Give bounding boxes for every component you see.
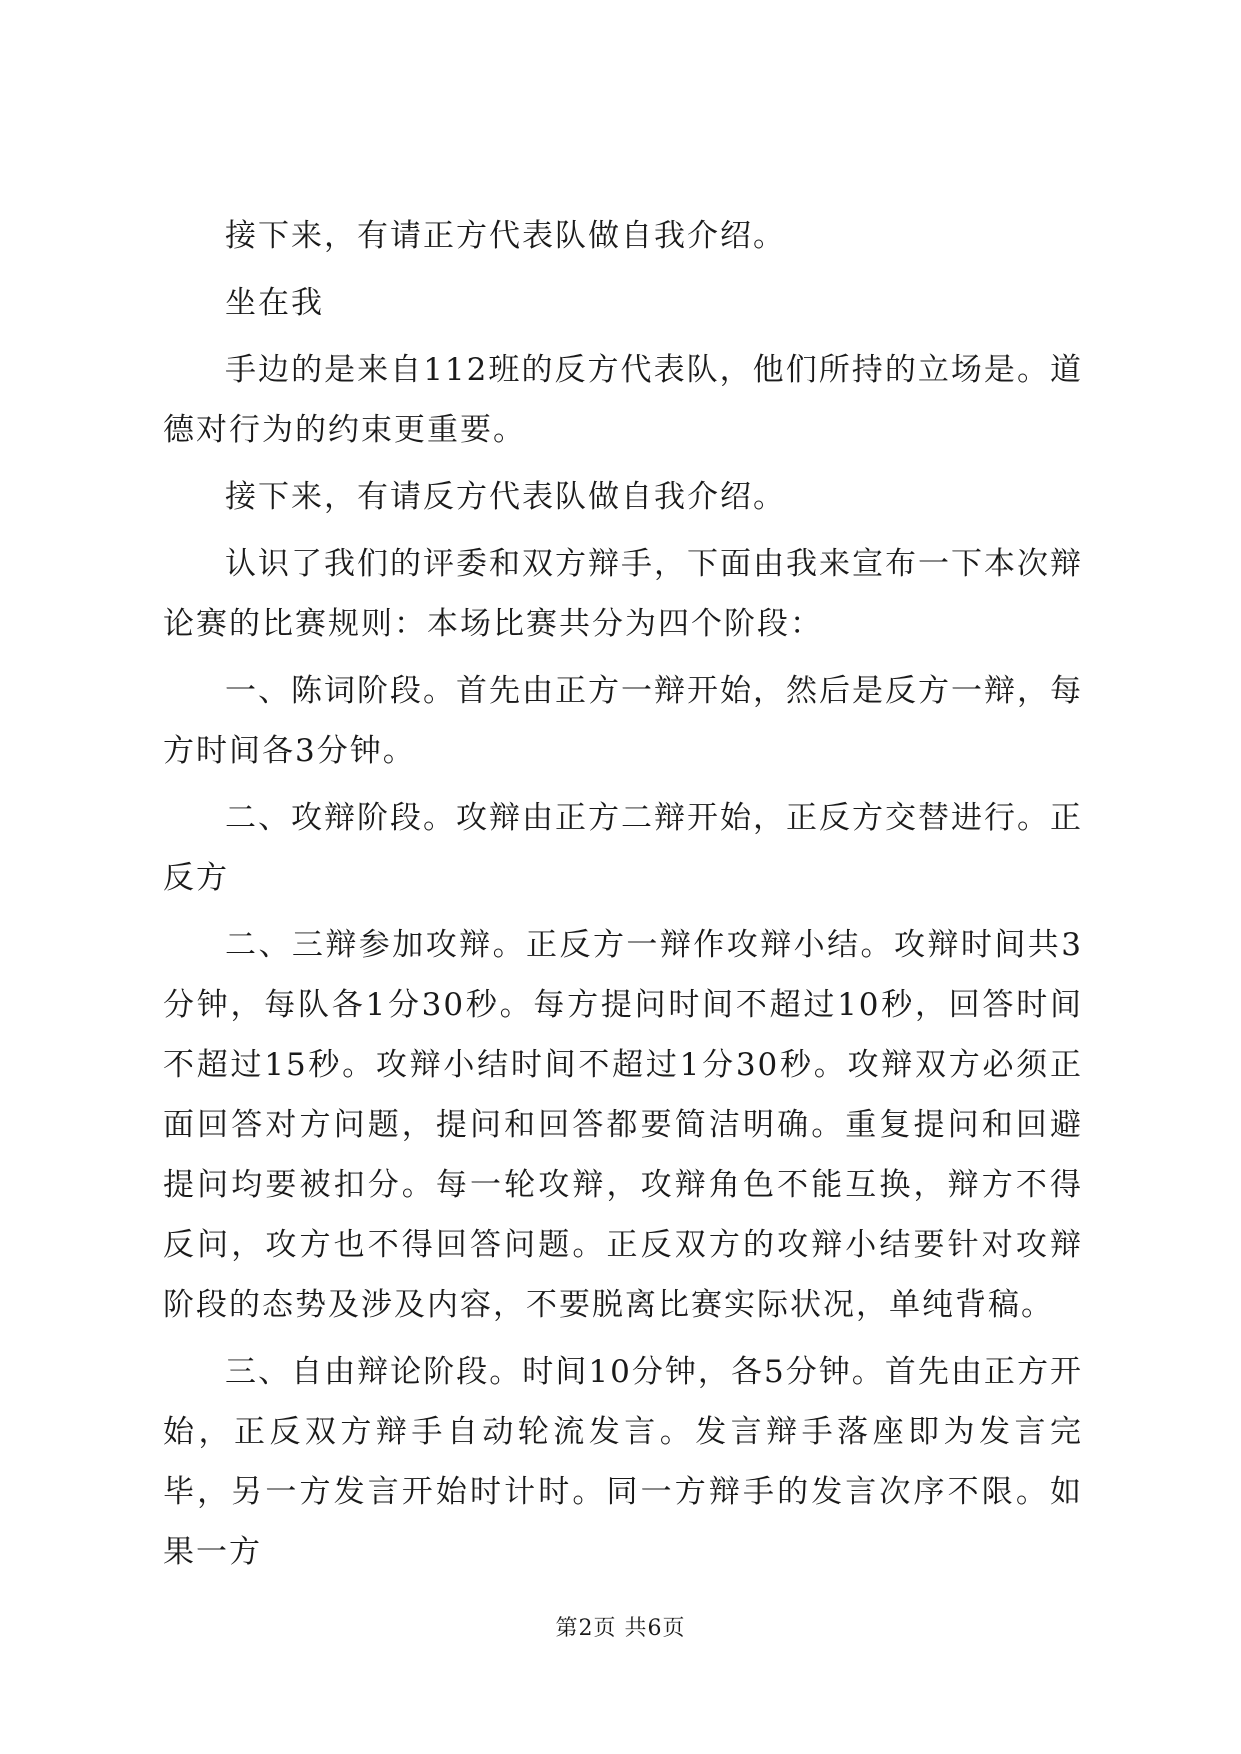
paragraph-invite-affirmative: 接下来，有请正方代表队做自我介绍。	[225, 218, 786, 254]
paragraph-negative-team: 手边的是来自112班的反方代表队，他们所持的立场是。道德对行为的约束更重要。	[163, 352, 1083, 448]
paragraph-sitting: 坐在我	[225, 285, 324, 321]
paragraph-invite-negative: 接下来，有请反方代表队做自我介绍。	[225, 479, 786, 515]
paragraph-cross-exam-rules: 二、三辩参加攻辩。正反方一辩作攻辩小结。攻辩时间共3分钟，每队各1分30秒。每方提问时间不超过10秒，回答时间不超过15秒。攻辩小结时间不超过1分30秒。攻辩双方必须正面回答对方问题，提问和回答都要简洁明确。重复提问和回避提问均要被扣分。每一轮攻辩，攻辩角色不能互换，辩方不得反问，攻方也不得回答问题。正反双方的攻辩小结要针对攻辩阶段的态势及涉及内容，不要脱离比赛实际状况，单纯背稿。	[163, 927, 1083, 1323]
paragraph-rules-intro: 认识了我们的评委和双方辩手，下面由我来宣布一下本次辩论赛的比赛规则：本场比赛共分为四个阶段：	[163, 546, 1083, 642]
document-body	[163, 206, 1083, 1589]
paragraph-stage-opening: 一、陈词阶段。首先由正方一辩开始，然后是反方一辩，每方时间各3分钟。	[163, 673, 1083, 769]
page-footer: 第2页 共6页	[555, 1616, 686, 1641]
paragraph-stage-cross-exam: 二、攻辩阶段。攻辩由正方二辩开始，正反方交替进行。正反方	[163, 800, 1083, 896]
paragraph-stage-free-debate: 三、自由辩论阶段。时间10分钟，各5分钟。首先由正方开始，正反双方辩手自动轮流发言。发言辩手落座即为发言完毕，另一方发言开始时计时。同一方辩手的发言次序不限。如果一方	[163, 1354, 1083, 1570]
